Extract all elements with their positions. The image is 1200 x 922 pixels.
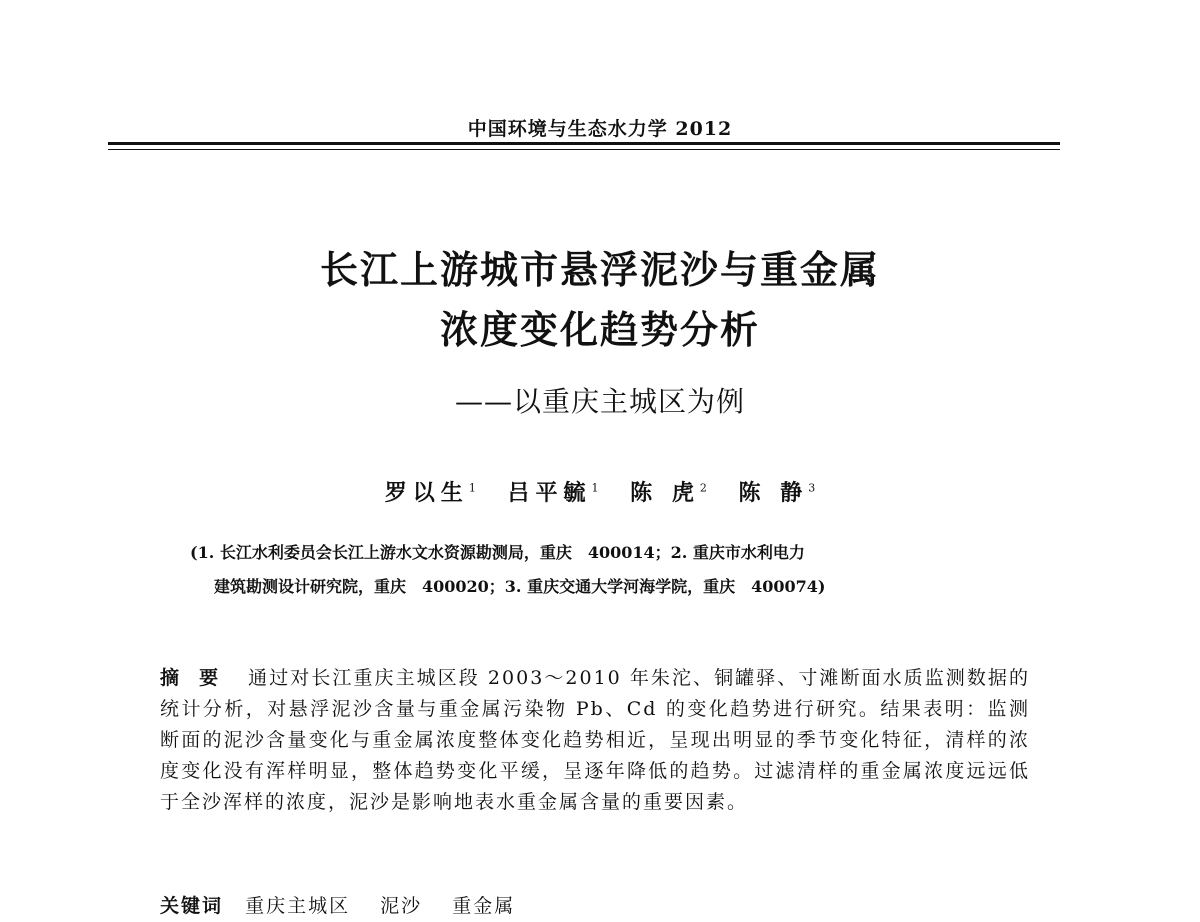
journal-header: 中国环境与生态水力学 2012 <box>467 118 733 140</box>
keywords <box>160 891 1030 922</box>
author-2: 吕平毓$^1$ <box>507 480 599 506</box>
author-3: 陈 虎$^2$ <box>630 480 707 506</box>
header-rule-thick <box>108 142 1060 145</box>
keyword-item: 泥沙 <box>380 895 423 917</box>
affiliation-line-2: 建筑勘测设计研究院，重庆 400020；3. 重庆交通大学河海学院，重庆 400074) <box>214 577 826 596</box>
affiliation-line-1: (1. 长江水利委员会长江上游水文水资源勘测局，重庆 400014；2. 重庆市水利电力 <box>190 543 805 562</box>
header-rule-thin <box>108 149 1060 150</box>
keyword-item: 重金属 <box>452 895 516 917</box>
affiliations <box>190 536 1010 604</box>
title-line-2: 浓度变化趋势分析 <box>439 308 760 352</box>
keywords-label: 关键词 <box>160 895 224 917</box>
title-line-1: 长江上游城市悬浮泥沙与重金属 <box>319 248 880 292</box>
abstract <box>160 663 1030 818</box>
keyword-item: 重庆主城区 <box>245 895 351 917</box>
abstract-label: 摘要 <box>160 667 239 689</box>
author-list <box>0 476 1200 507</box>
author-1: 罗以生$^1$ <box>384 480 476 506</box>
article-title <box>0 240 1200 360</box>
author-4: 陈 静$^3$ <box>738 480 816 506</box>
abstract-text: 通过对长江重庆主城区段 2003～2010 年朱沱、铜罐驿、寸滩断面水质监测数据的统计分析，对悬浮泥沙含量与重金属污染物 Pb、Cd 的变化趋势进行研究。结果表明：监测断面的泥沙含量变化与重金属浓度整体变化趋势相近，呈现出明显的季节变化特征，清样的浓度变化没有浑样明显，整体趋势变化平缓，呈逐年降低的趋势。过滤清样的重金属浓度远远低于全沙浑样的浓度，泥沙是影响地表水重金属含量的重要因素。 <box>160 667 1030 813</box>
article-subtitle: ——以重庆主城区为例 <box>454 385 745 418</box>
